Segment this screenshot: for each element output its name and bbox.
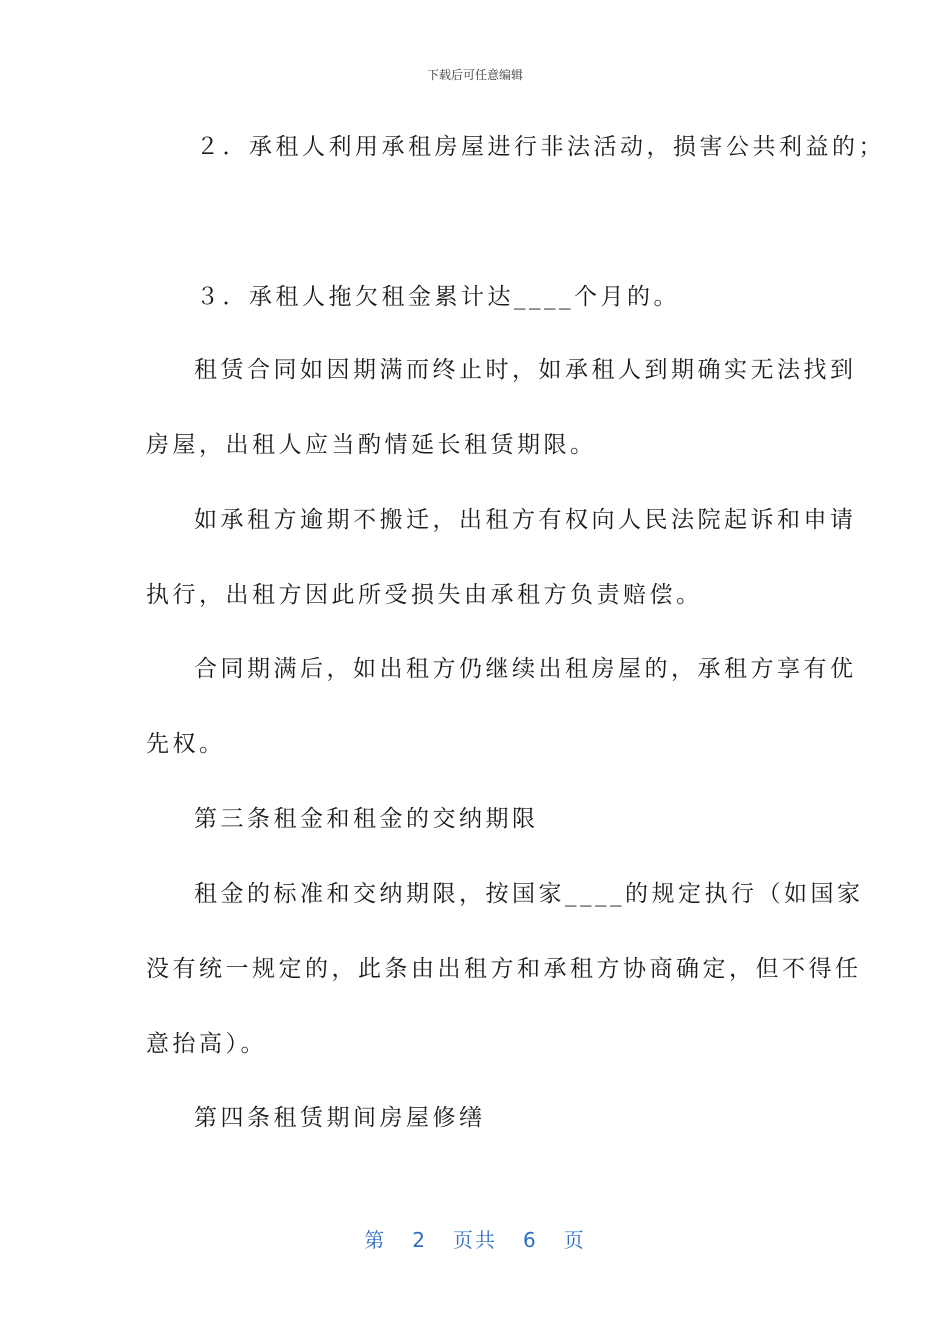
body-line-12: 意抬高）。 [146, 1031, 267, 1057]
section-heading-4: 第四条租赁期间房屋修缮 [194, 1105, 486, 1131]
footer-prefix: 第 [364, 1228, 387, 1252]
body-line-5: 如承租方逾期不搬迁，出租方有权向人民法院起诉和申请 [194, 507, 857, 533]
footer-middle: 页共 [453, 1228, 497, 1252]
body-line-1: ２．承租人利用承租房屋进行非法活动，损害公共利益的； [196, 134, 885, 160]
footer-total-pages: 6 [523, 1228, 538, 1252]
body-line-8: 先权。 [146, 731, 226, 757]
body-line-10: 租金的标准和交纳期限，按国家____的规定执行（如国家 [194, 881, 864, 907]
page-header: 下载后可任意编辑 [426, 68, 523, 82]
body-line-3: 租赁合同如因期满而终止时，如承租人到期确实无法找到 [194, 357, 857, 383]
body-line-11: 没有统一规定的，此条由出租方和承租方协商确定，但不得任 [146, 956, 862, 982]
footer-suffix: 页 [563, 1228, 586, 1252]
section-heading-3: 第三条租金和租金的交纳期限 [194, 806, 539, 832]
body-line-7: 合同期满后，如出租方仍继续出租房屋的，承租方享有优 [194, 656, 857, 682]
body-line-2: ３．承租人拖欠租金累计达____个月的。 [196, 284, 680, 310]
page-footer [0, 1224, 950, 1253]
body-line-4: 房屋，出租人应当酌情延长租赁期限。 [146, 432, 597, 458]
footer-current-page: 2 [412, 1228, 427, 1252]
body-line-6: 执行，出租方因此所受损失由承租方负责赔偿。 [146, 582, 703, 608]
